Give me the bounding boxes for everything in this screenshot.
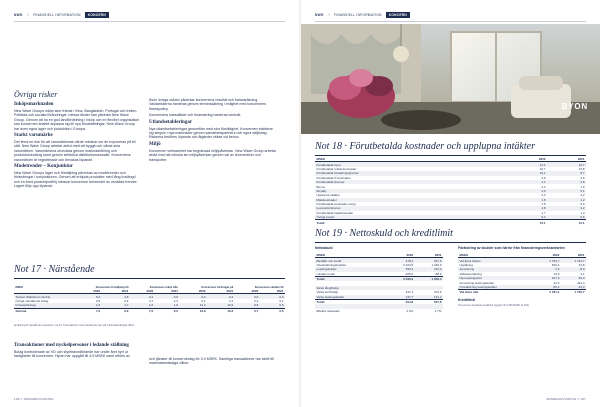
cell-value: -114,4	[576, 280, 585, 285]
row-label: Nya leasingavtal	[458, 276, 536, 280]
cell-value: 347,1	[405, 290, 414, 295]
row-label: Upplåning	[459, 262, 474, 267]
table-row	[315, 309, 443, 313]
cell-value: 107,3	[536, 276, 561, 280]
financing-changes-table	[458, 253, 586, 295]
cell-value: 13,3	[207, 308, 235, 313]
cell-value: 0,5	[260, 303, 285, 308]
cell-value: 2,3	[541, 193, 546, 198]
cell-value: -7,4	[536, 267, 561, 271]
cell-value: 0,4	[508, 215, 547, 220]
section-body: Koncernen verksamhet har begränsad miljöpåverkan. New Wave Group arbetar aktivt med att minska sin miljöpåverkan genom val av leverantörer och transporter.	[149, 148, 276, 162]
cell-value: 7,0	[130, 308, 155, 313]
cell-value: 69,3	[561, 276, 586, 280]
cell-value: 131,2	[415, 295, 443, 300]
note17-title: Not 17 · Närstående	[14, 264, 95, 275]
note17-footnote: Ersättning till närstående redovisas i not 10. Transaktioner med närstående sker på marknadsmässiga villkor.	[14, 324, 135, 327]
year-header: 2022	[536, 253, 561, 258]
row-label: Torsten Wahlstrom GmbH	[14, 294, 73, 299]
cell-value: 147,7	[386, 295, 414, 300]
cell-value: 376,6	[433, 290, 442, 295]
note17-rule	[14, 278, 285, 279]
header-logo: NWG	[315, 13, 324, 17]
year-header: 2021	[561, 253, 586, 258]
header-logo: NWG	[14, 13, 23, 17]
year-header: 2022	[235, 289, 260, 294]
section-title: Inköpsmarknaden	[14, 102, 54, 107]
row-label: Banklån och kredit	[315, 258, 386, 263]
cell-value: 3,9	[541, 175, 546, 180]
row-label: Omvärdering leasingskulder	[458, 285, 536, 290]
row-label: Förutbetalda licenser	[315, 180, 508, 184]
cell-value: 219,2	[415, 267, 443, 271]
cell-value: 1,9	[580, 184, 585, 189]
transactions-continued	[149, 357, 277, 368]
row-label: Totalt	[315, 299, 386, 304]
header-separator: //	[26, 13, 30, 17]
cell-value: 0,6	[547, 215, 586, 220]
header-badge: KONCERN	[85, 12, 109, 18]
row-label: Leverantörsbonus	[315, 206, 508, 210]
row-label: Intresseföretag	[14, 303, 73, 308]
header-divider	[14, 21, 285, 22]
page-footer: ÅRSREDOVISNING // 197	[546, 397, 586, 401]
row-label: Vid årets slut	[458, 290, 536, 295]
financing-changes-caption: Förändring av skulder som härrör från finansieringsverksamheten	[458, 246, 565, 250]
cell-value: -12,3	[561, 285, 586, 290]
row-label: Varav leasingskulder	[315, 295, 386, 300]
row-label: Totalt	[315, 276, 386, 281]
cell-value: 1,3	[580, 210, 585, 215]
section-title: Starkt varumärke	[14, 133, 53, 139]
note18-table	[315, 157, 586, 225]
cell-value: 13,8	[179, 308, 207, 313]
cell-value: 13,6	[553, 271, 560, 276]
year-header: 2021	[102, 289, 130, 294]
cell-value: 10,7	[539, 166, 546, 171]
row-label: Förutbetalda IT-kostnader	[316, 175, 351, 180]
cell-value: 43,8	[578, 262, 585, 267]
cell-value: 2,8	[547, 180, 586, 184]
cell-value: 1,7	[541, 210, 546, 215]
cell-value: 4,1	[580, 271, 585, 276]
row-label: Leasingskulder	[315, 267, 386, 271]
header-section: FINANSIELL INFORMATION	[334, 13, 382, 17]
cell-value: 1,8	[508, 198, 547, 202]
page-header	[315, 10, 586, 20]
cell-value: 1,2	[547, 198, 586, 202]
cell-value: 0,0	[260, 294, 285, 299]
section-title: Utlandsetableringar	[149, 119, 193, 125]
photo-brand-logo: BYON	[561, 102, 588, 111]
risk-heading: Övriga risker	[14, 90, 58, 99]
cell-value: 12,9	[207, 303, 235, 308]
cell-value: 253,3	[386, 267, 414, 271]
cell-value: 478,4	[386, 258, 414, 263]
cell-value: 13,8	[578, 166, 585, 171]
cell-value: 0,1	[130, 294, 155, 299]
transactions-body-continued: och tjänster till koncernbolag för 0,0 MSEK. Samtliga transaktioner har skett till marknadsmässiga villkor.	[149, 357, 274, 366]
cell-value: 810,1	[551, 262, 560, 267]
row-label: Vid årets början	[458, 258, 536, 263]
cell-value: 4,8	[508, 206, 547, 210]
row-label: Likvida medel	[316, 271, 335, 276]
cell-value: 2,2	[580, 193, 585, 198]
table-label-header: MSEK	[458, 253, 536, 258]
year-header: 2022	[130, 289, 155, 294]
cell-value: -56,2	[536, 285, 561, 290]
cell-value: 4,7	[149, 298, 154, 303]
row-label: Checkräkningskrediter	[316, 262, 347, 267]
row-label: Valutaomräkning	[459, 271, 482, 276]
group-header: Koncernens fordringar på	[201, 286, 234, 289]
table-row	[14, 308, 285, 313]
cell-value: 0,5	[235, 303, 260, 308]
note18-rule	[315, 155, 586, 156]
cell-value: 7,5	[541, 202, 546, 207]
right-page	[301, 0, 600, 407]
cell-value: 4,3	[173, 298, 178, 303]
row-label: Amortering leasingskulder	[459, 280, 495, 285]
cell-value: 1 735,7	[561, 290, 586, 295]
row-label: Förutbetalda hyror	[315, 162, 508, 167]
year-header: 2022	[386, 253, 414, 258]
table-row	[315, 220, 586, 225]
cell-value: 4,2	[547, 206, 586, 210]
note19-rule	[315, 242, 586, 243]
cell-value: 72,1	[508, 220, 547, 225]
cell-value: 7,2	[73, 308, 101, 313]
row-label: Upplupna intäkter	[316, 193, 341, 198]
credit-limit-body: Koncernens beviljade kreditlimit uppgick till 3 459 MSEK (3 264).	[458, 304, 530, 307]
interior-photo-illustration	[301, 24, 600, 134]
cell-value: 2,4	[541, 184, 546, 189]
table-group-header	[14, 281, 285, 289]
transactions-block	[14, 341, 142, 361]
table-label-header: MSEK	[315, 157, 508, 162]
cell-value: 2 781,1	[536, 290, 561, 295]
cell-value: 1,7	[102, 303, 130, 308]
row-label: Amortering	[458, 267, 536, 271]
row-label: Totalt	[315, 220, 508, 225]
note18-title: Not 18 · Förutbetalda kostnader och upplupna intäkter	[315, 141, 535, 152]
cell-value: 1,5	[73, 303, 101, 308]
paragraph: Även övriga valutor påverkar koncernens resultat och balansräkning. Valutariskerna hanteras genom terminssäkring i enlighet med koncernens finanspolicy.	[149, 98, 266, 111]
group-header: Koncernens inköp från	[149, 286, 178, 289]
cell-value: 0,0	[155, 294, 180, 299]
cell-value: 6,2	[155, 308, 180, 313]
cell-value: 12,1	[508, 162, 547, 167]
row-label: Effektiv räntesats	[316, 308, 340, 313]
year-header: 2021	[547, 157, 586, 162]
cell-value: 1 766,7	[536, 258, 561, 263]
cell-value: 13,3	[179, 303, 207, 308]
left-text-column	[14, 90, 140, 191]
cell-value: 0,3	[207, 294, 235, 299]
cell-value: 0,0	[235, 294, 260, 299]
header-separator: //	[327, 13, 331, 17]
cell-value: 494,8	[386, 299, 414, 304]
year-header: 2022	[179, 289, 207, 294]
cell-value: 0,4	[179, 294, 207, 299]
row-label: Förutbetalda reklamkostnader	[316, 166, 357, 171]
cell-value: 0,5	[95, 298, 101, 303]
net-debt-caption: Nettoskuld	[315, 246, 333, 250]
cell-value: 10,1	[508, 171, 547, 175]
cell-value: 2,4%	[406, 308, 414, 313]
header-divider	[315, 21, 586, 22]
row-label: Royalty	[315, 189, 508, 193]
note19-title: Not 19 · Nettoskuld och kreditlimit	[315, 228, 453, 239]
net-debt-table	[315, 253, 443, 313]
cell-value: 0,4	[124, 298, 129, 303]
cell-value: 10,7	[547, 162, 586, 167]
year-header: 2021	[260, 289, 285, 294]
cell-value: 6,9	[102, 308, 130, 313]
section-body: Det finns en risk för att varumärkenas värde minskar om de exponeras på fel sätt. New Wave Group arbetar aktivt med att bygga och vårda sina varumärken. Varumärkena utvecklas genom marknadsföring och produktutveckling samt genom selektiva distributionskanaler. Koncernens varumärken är registrerade och bevakas löpande.	[14, 140, 136, 162]
table-label-header: MSEK	[315, 253, 386, 258]
year-header: 2021	[207, 289, 235, 294]
note17-table	[14, 281, 285, 313]
cell-value: 1 160,9	[431, 262, 442, 267]
interior-photo	[301, 24, 600, 134]
transactions-title: Transaktioner med nyckelpersoner i ledande ställning	[14, 343, 129, 348]
cell-value: 1 742,7	[561, 258, 586, 263]
cell-value: -11,3	[552, 280, 560, 285]
cell-value: 4,6	[580, 175, 585, 180]
row-label: Förutbetalda fraktkostnader	[316, 210, 354, 215]
cell-value: 0,6	[260, 308, 285, 313]
row-label: Förutbetalda kostnader övrigt	[316, 202, 356, 207]
credit-limit-title: Kreditlimit	[458, 298, 475, 302]
cell-value: 1,7%	[434, 308, 442, 313]
row-label: Varav kortfristigt	[316, 290, 338, 295]
group-header: Koncernens försäljning till	[95, 286, 129, 289]
row-label: Mässkostnader	[315, 198, 508, 202]
section-title: Miljö	[149, 141, 161, 147]
cell-value: 5,2	[73, 294, 101, 299]
row-label: Bonus	[316, 184, 326, 189]
row-label: Förutbetalda försäkringspremier	[315, 171, 508, 175]
section-body: New Wave Groups inköp sker främst i Kina, Bangladesh, Portugal och Indien. Politiska och sociala förändringar i dessa länder kan påverka New Wave Group. Genom att ha en god landfördelning i inköp och en flexibel organisation kan koncernen snabbt anpassa sig till nya förutsättningar. New Wave Group har även egna lager och produktion i Europa.	[14, 109, 140, 131]
year-header: 2022	[508, 157, 547, 162]
row-label: Övriga poster	[315, 215, 508, 220]
cell-value: 0,1	[201, 298, 206, 303]
paragraph: Koncernens kassaflöde och finansiering hanteras centralt.	[149, 113, 242, 118]
section-body: New Wave Groups lager och försäljning påverkas av modetrender och förändringar i konjunkturen. Genom att erbjuda produkter med lång livslängd och en bred produktportfölj minskar koncernen beroendet av enskilda trender. Lagret följs upp löpande.	[14, 171, 138, 189]
page-footer: 196 // ÅRSREDOVISNING	[14, 397, 54, 401]
cell-value: 2,2	[130, 303, 155, 308]
cell-value: 1,9	[155, 303, 180, 308]
page-header	[14, 10, 285, 20]
row-label: Summa	[14, 308, 73, 313]
cell-value: 0,7	[235, 308, 260, 313]
cell-value: 3 030,6	[386, 276, 414, 281]
cell-value: 0,2	[254, 298, 259, 303]
header-section: FINANSIELL INFORMATION	[33, 13, 81, 17]
cell-value: 367,9	[415, 258, 443, 263]
table-row	[458, 290, 586, 295]
year-header: 2022	[73, 289, 101, 294]
cell-value: 0,1	[279, 298, 284, 303]
header-badge: KONCERN	[386, 12, 410, 18]
cell-value: 72,1	[547, 220, 586, 225]
cell-value: 1 659,4	[415, 276, 443, 281]
cell-value: 4,1	[508, 180, 547, 184]
section-body: Nya utlandsetableringar genomförs med stor försiktighet. Koncernen etablerar sig stegvis i nya marknader genom samarbetspartners och egna säljbolag. Riskerna bedöms löpande och åtgärder vidtas vid behov.	[149, 126, 273, 140]
left-page	[0, 0, 299, 407]
table-label-header: MSEK	[15, 286, 23, 289]
cell-value: 2 403,9	[403, 262, 414, 267]
year-header: 2021	[415, 253, 443, 258]
cell-value: 8,7	[547, 171, 586, 175]
cell-value: 507,8	[415, 299, 443, 304]
group-header: Koncernens skulder till	[254, 286, 284, 289]
transactions-body: Bolag kontrollerade av VD och styrelseordförande har under året hyrt ut fastigheter till koncernen. Hyran har uppgått till 4,9 MSEK samt utförts av	[14, 350, 130, 359]
cell-value: -8,9	[561, 267, 586, 271]
section-title: Modetrender – Konjunktur	[14, 164, 73, 170]
cell-value: 0,1	[229, 298, 234, 303]
cell-value: 4,9	[508, 189, 547, 193]
row-label: Övriga närstående bolag	[15, 298, 49, 303]
year-header: 2021	[155, 289, 180, 294]
cell-value: -105,0	[404, 271, 414, 276]
cell-value: 4,8	[102, 294, 130, 299]
row-label: Varav långfristigt	[315, 286, 386, 290]
cell-value: 5,1	[547, 189, 586, 193]
cell-value: -88,6	[434, 271, 442, 276]
middle-text-column	[149, 98, 277, 164]
cell-value: 6,9	[580, 202, 585, 207]
